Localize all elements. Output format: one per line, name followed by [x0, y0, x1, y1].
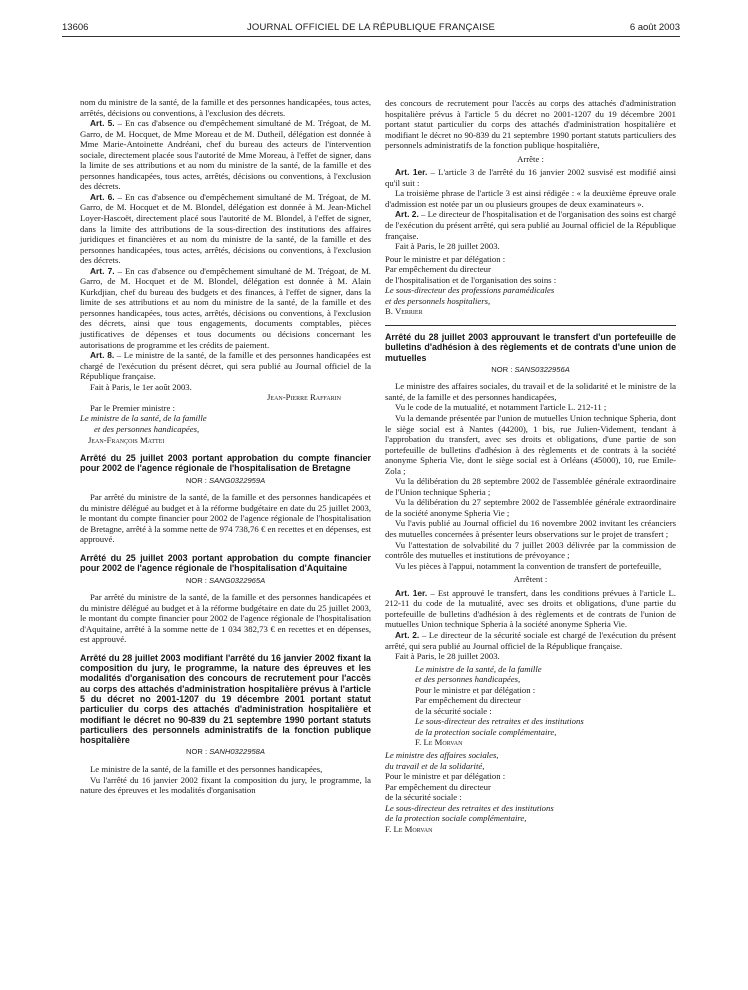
signature-line: de la protection sociale complémentaire,	[415, 726, 557, 737]
journal-title: JOURNAL OFFICIEL DE LA RÉPUBLIQUE FRANÇAISE	[246, 22, 496, 33]
signatory: B. Verrier	[385, 306, 423, 317]
signature-line: de l'hospitalisation et de l'organisation des soins :	[385, 274, 557, 285]
signatory: Jean-Pierre Raffarin	[267, 392, 341, 403]
paragraph: nom du ministre de la santé, de la famille et des personnes handicapées, tous actes, arrêtés, décisions ou conventions, à l'exclusion des décrets.	[80, 97, 371, 118]
signature-line: Par empêchement du directeur	[385, 264, 491, 275]
paragraph: Vu la demande présentée par l'union de mutuelles Union technique Spheria, dont le siège social est à Nantes (44200), 1 bis, rue Julien-Videment, tendant à l'approbation du transfert, avec ses droits et obligations, d'une partie de son portefeuille de bulletins d'adhésion à des règlements et de contrats à la société anonyme Spheria Vie, dont le siège social est à Orléans (45000), 10, rue Emile-Zola ;	[385, 413, 676, 476]
signature-line: de la protection sociale complémentaire,	[385, 813, 527, 824]
signature-line: et des personnels hospitaliers,	[385, 295, 491, 306]
signatory: F. Le Morvan	[385, 823, 433, 834]
article-label: Art. 1er.	[395, 587, 428, 598]
arretent-heading: Arrêtent :	[513, 574, 548, 585]
paragraph: Vu l'arrêté du 16 janvier 2002 fixant la composition du jury, le programme, la nature des épreuves et les modalités d'organisation	[80, 774, 371, 796]
signature-line: et des personnes handicapées,	[94, 423, 200, 434]
signature-line: Le ministre de la santé, de la famille	[80, 413, 207, 424]
signature-line: et des personnes handicapées,	[415, 674, 521, 685]
paragraph: Par arrêté du ministre de la santé, de la famille et des personnes handicapées et du ministre délégué au budget et à la réforme budgétaire en date du 25 juillet 2003, le montant du compte financier pour 2002 de l'agence régionale de l'hospitalisation d'Aquitaine, arrêté à la somme nette de 1 034 382,73 € en recettes et en dépenses, est approuvé.	[80, 592, 371, 645]
paragraph: Vu la délibération du 27 septembre 2002 de l'assemblée générale extraordinaire de la société anonyme Spheria Vie ;	[385, 497, 676, 518]
article-1: Art. 1er. – L'article 3 de l'arrêté du 16 janvier 2002 susvisé est modifié ainsi qu'il suit :	[385, 167, 676, 188]
signature-block	[385, 750, 676, 834]
signature-line: de la sécurité sociale :	[415, 705, 492, 716]
page-number: 13606	[62, 22, 89, 33]
signing-date: Fait à Paris, le 1er août 2003.	[90, 381, 192, 392]
page-header	[62, 20, 680, 36]
signature-block	[385, 254, 676, 317]
decree-title: Arrêté du 28 juillet 2003 modifiant l'arrêté du 16 janvier 2002 fixant la composition du jury, le programme, la nature des épreuves et les modalités d'organisation des concours de recrutement pour l'accès au corps des attachés d'administration hospitalière prévus à l'article 5 du décret no 2001-1207 du 19 décembre 2001 portant statut particulier du corps des attachés d'administration hospitalière et modifiant le décret no 90-839 du 21 septembre 1990 portant statuts particuliers des personnels administratifs de la fonction publique hospitalière	[80, 652, 371, 746]
signature-line: Le sous-directeur des retraites et des institutions	[415, 716, 584, 727]
article-5: Art. 5. – En cas d'absence ou d'empêchement simultané de M. Trégoat, de M. Garro, de M. Hocquet, de Mme Moreau et de M. Dutheil, délégation est donnée à Mme Marie-Antoinette Andréani, chef du bureau des acteurs de l'intervention sociale, directement placée sous l'autorité de Mme Moreau, à l'effet de signer, dans la limite de ses attributions et au nom du ministre de la santé, de la famille et des personnes handicapées, tous actes, arrêtés, décisions ou conventions, à l'exclusion des décrets.	[80, 118, 371, 192]
article-label: Art. 2.	[395, 629, 420, 640]
paragraph: Vu l'attestation de solvabilité du 7 juillet 2003 délivrée par la commission de contrôle des mutuelles et institutions de prévoyance ;	[385, 539, 676, 561]
issue-date: 6 août 2003	[629, 22, 680, 33]
article-7: Art. 7. – En cas d'absence ou d'empêchement simultané de M. Trégoat, de M. Garro, de M. Hocquet et de M. Blondel, délégation est donnée à M. Alain Kurkdjian, chef du bureau des budgets et des finances, à l'effet de signer, dans la limite de ses attributions et au nom du ministre de la santé, de la famille et des personnes handicapées, tous actes, arrêtés, décisions ou conventions, à l'exclusion des décrets, ainsi que tous engagements, documents comptables, pièces justificatives de dépenses et tous documents ou décisions concernant les autorisations de programme et les crédits de paiement.	[80, 265, 371, 350]
paragraph: La troisième phrase de l'article 3 est ainsi rédigée : « la deuxième épreuve orale d'admission est notée par un ou plusieurs groupes de deux examinateurs ».	[385, 188, 676, 209]
article-label: Art. 2.	[395, 209, 419, 220]
paragraph: Vu la délibération du 28 septembre 2002 de l'assemblée générale extraordinaire de l'Union technique Spheria ;	[385, 476, 676, 497]
article-6: Art. 6. – En cas d'absence ou d'empêchement simultané de M. Trégoat, de M. Garro, de M. Hocquet et de M. Blondel, délégation est donnée à M. Jean-Michel Loyer-Hascoët, directement placé sous l'autorité de M. Blondel, à l'effet de signer, dans la limite des attributions de la sous-direction des institutions des affaires juridiques et financières et au nom du ministre de la santé, de la famille et des personnes handicapées, tous actes, arrêtés, décisions ou conventions, à l'exclusion des décrets.	[80, 191, 371, 266]
nor-reference: NOR : SANG0322965A	[185, 575, 266, 585]
right-column	[385, 98, 676, 836]
article-label: Art. 1er.	[395, 167, 428, 178]
signature-line: Pour le ministre et par délégation :	[385, 771, 506, 782]
article-2: Art. 2. – Le directeur de l'hospitalisation et de l'organisation des soins est chargé de l'exécution du présent arrêté, qui sera publié au Journal officiel de la République française.	[385, 209, 676, 241]
paragraph: Le ministre des affaires sociales, du travail et de la solidarité et le ministre de la santé, de la famille et des personnes handicapées,	[385, 381, 676, 402]
signature-line: Par le Premier ministre :	[90, 402, 175, 413]
signatory: F. Le Morvan	[415, 737, 463, 748]
paragraph: Vu les pièces à l'appui, notamment la convention de transfert de portefeuille,	[395, 560, 662, 571]
signature-block	[385, 664, 676, 748]
paragraph: des concours de recrutement pour l'accès au corps des attachés d'administration hospitalière prévus à l'article 5 du décret no 2001-1207 du 19 décembre 2001 portant statut particulier du corps des attachés d'administration hospitalière et modifiant le décret no 90-839 du 21 septembre 1990 portant statuts particuliers des personnels administratifs de la fonction publique hospitalière,	[385, 98, 676, 151]
arrete-heading: Arrête :	[517, 153, 544, 164]
signature-line: Par empêchement du directeur	[415, 695, 521, 706]
signature-line: Pour le ministre et par délégation :	[415, 684, 536, 695]
header-rule	[62, 36, 680, 37]
signature-line: Le ministre des affaires sociales,	[385, 749, 499, 760]
article-8: Art. 8. – Le ministre de la santé, de la famille et des personnes handicapées est chargé de l'exécution du présent décret, qui sera publié au Journal officiel de la République française.	[80, 350, 371, 382]
signature-line: Par empêchement du directeur	[385, 781, 491, 792]
article-label: Art. 5.	[90, 118, 115, 129]
article-2: Art. 2. – Le directeur de la sécurité sociale est chargé de l'exécution du présent arrêté, qui sera publié au Journal officiel de la République française.	[385, 629, 676, 651]
decree-title: Arrêté du 28 juillet 2003 approuvant le transfert d'un portefeuille de bulletins d'adhésion à des règlements et de contrats d'une union de mutuelles	[385, 331, 676, 363]
signatory: Jean-François Mattei	[88, 434, 165, 445]
signature-line: de la sécurité sociale :	[385, 792, 462, 803]
signature-line: du travail et de la solidarité,	[385, 760, 485, 771]
signing-date: Fait à Paris, le 28 juillet 2003.	[395, 651, 500, 662]
paragraph: Le ministre de la santé, de la famille et des personnes handicapées,	[90, 764, 323, 775]
signature-line: Le sous-directeur des professions paramédicales	[385, 285, 555, 296]
left-column	[80, 97, 371, 796]
article-label: Art. 8.	[90, 350, 115, 361]
decree-title: Arrêté du 25 juillet 2003 portant approbation du compte financier pour 2002 de l'agence régionale de l'hospitalisation d'Aquitaine	[80, 552, 371, 574]
article-label: Art. 7.	[90, 265, 115, 276]
nor-reference: NOR : SANG0322959A	[185, 475, 266, 485]
article-label: Art. 6.	[90, 191, 115, 202]
nor-reference: NOR : SANH0322958A	[186, 747, 265, 757]
signature-line: Le ministre de la santé, de la famille	[415, 663, 542, 674]
signature-line: Le sous-directeur des retraites et des institutions	[385, 802, 554, 813]
signing-date: Fait à Paris, le 28 juillet 2003.	[395, 241, 500, 252]
paragraph: Vu l'avis publié au Journal officiel du 16 novembre 2002 invitant les créanciers des mutuelles concernées à présenter leurs observations sur le projet de transfert ;	[385, 518, 676, 540]
decree-section	[385, 325, 676, 834]
nor-reference: NOR : SANS0322956A	[491, 364, 570, 374]
paragraph: Vu le code de la mutualité, et notamment l'article L. 212-11 ;	[395, 402, 607, 413]
article-1: Art. 1er. – Est approuvé le transfert, dans les conditions prévues à l'article L. 212-11 du code de la mutualité, avec ses droits et obligations, d'une partie du portefeuille de bulletins d'adhésion à des règlements et de contrats de l'union de mutuelles Union technique Spheria à la société anonyme Spheria Vie.	[385, 587, 676, 630]
paragraph: Par arrêté du ministre de la santé, de la famille et des personnes handicapées et du ministre délégué au budget et à la réforme budgétaire en date du 25 juillet 2003, le montant du compte financier pour 2002 de l'agence régionale de l'hospitalisation de Bretagne, arrêté à la somme nette de 974 738,76 € en recettes et en dépenses, est approuvé.	[80, 492, 371, 545]
decree-title: Arrêté du 25 juillet 2003 portant approbation du compte financier pour 2002 de l'agence régionale de l'hospitalisation de Bretagne	[80, 453, 371, 474]
signature-line: Pour le ministre et par délégation :	[385, 253, 506, 264]
